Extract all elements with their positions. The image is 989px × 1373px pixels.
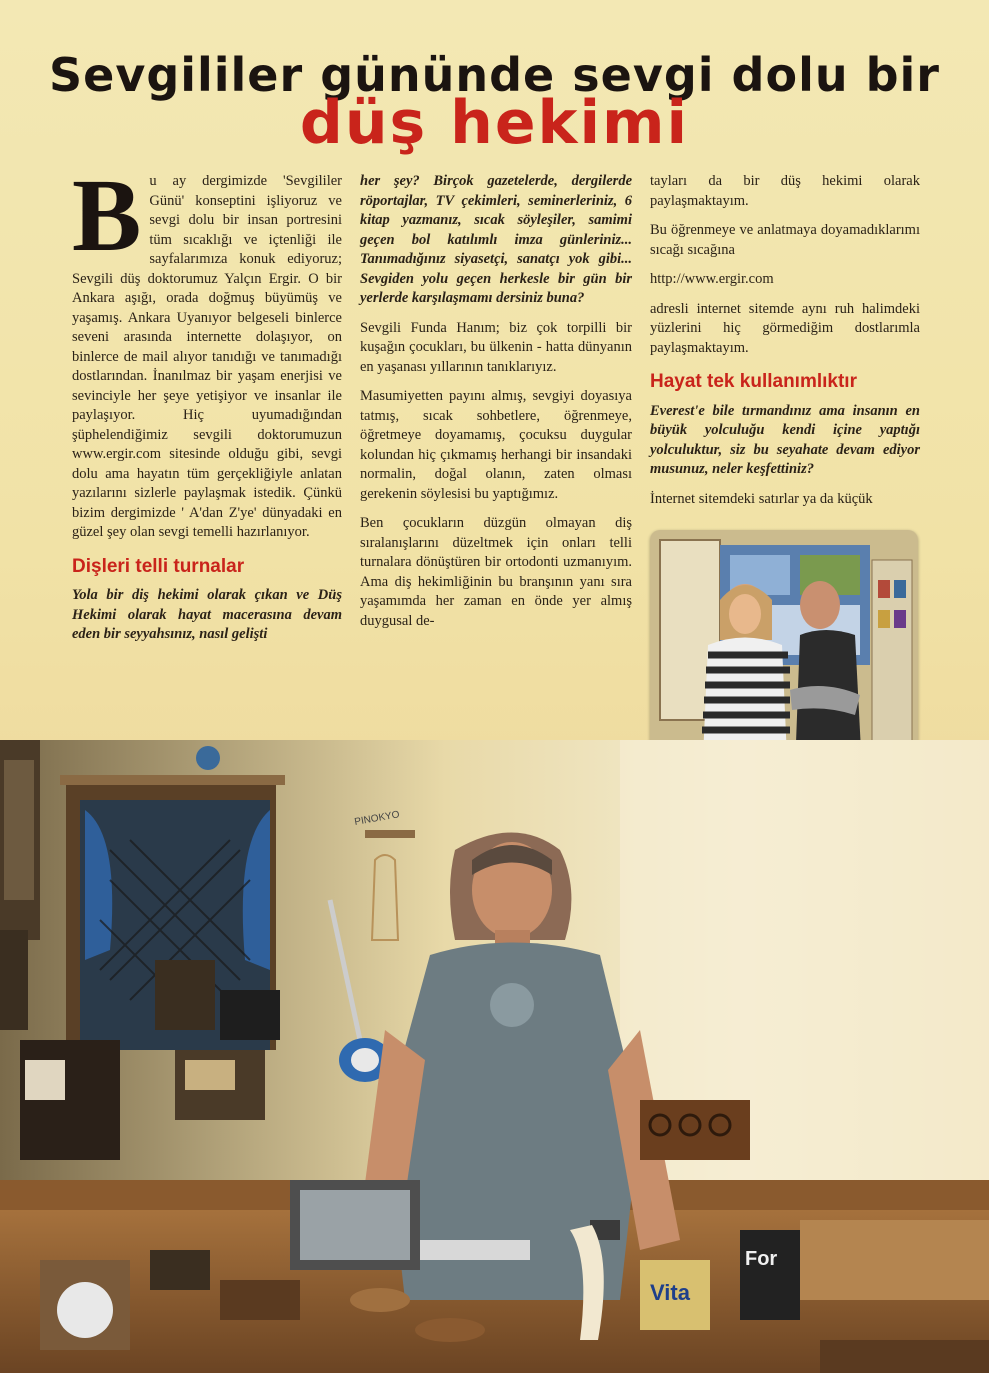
interview-question-2: Everest'e bile tırmandınız ama insanın en büyük yolculuğu kendi içine yaptığı yolculuktur, siz bu seyahate devam ediyor musunuz, neler keşfettiniz? — [650, 402, 920, 477]
answer-paragraph-4: tayları da bir düş hekimi olarak paylaşmaktayım. — [650, 173, 920, 209]
answer-paragraph-7: İnternet sitemdeki satırlar ya da küçük — [650, 490, 873, 507]
subhead-disleri-telli-turnalar: Dişleri telli turnalar — [72, 555, 245, 577]
vita-can-label: Vita — [650, 1280, 690, 1305]
answer-paragraph-5: Bu öğrenmeye ve anlatmaya doyamadıklarımı sıcağı sıcağına — [650, 222, 920, 258]
website-url: http://www.ergir.com — [650, 271, 774, 287]
doctor-office-photo — [0, 740, 989, 1373]
article-column-2 — [360, 172, 632, 641]
interview-question-1: Yola bir diş hekimi olarak çıkan ve Düş Hekimi olarak hayat macerasına devam eden bir seyyahsınız, nasıl gelişti — [72, 587, 342, 642]
answer-paragraph-3: Ben çocukların düzgün olmayan diş sıralanışlarını düzeltmek için onları telli turnalara dönüştüren bir ortodonti uzmanıyım. Ama diş hekimliğinin bu branşının yanı sıra yaşamımda her zaman en önde yer almış duygusal de- — [360, 515, 632, 629]
answer-paragraph-2: Masumiyetten payını almış, sevgiyi doyasıya tatmış, sıcak sohbetlere, öğrenmeye, öğretmeye doyamamış, çocuksu duygular kolundan hiç çıkmamış herhangi bir insandaki normalin, doğal olanın, zaten olması gerekenin söylesisi bu yaptığımız. — [360, 388, 632, 502]
article-column-3 — [650, 172, 920, 519]
pinokyo-sign: PINOKYO — [353, 809, 401, 828]
headline-line1: Sevgililer gününde sevgi dolu bir — [49, 48, 940, 102]
interview-question-1-continued: her şey? Birçok gazetelerde, dergilerde röportajlar, TV çekimleri, seminerleriniz, 6 kitap yazmanız, sıcak söyleşiler, samimi geçen bol katılımlı imza günleriniz... Tanımadığınız siyasetçi, sanatçı yok gibi... Sevgiden yolu geçen herkesle bir gün bir yerlerde karşılaşmamı dersiniz buna? — [360, 173, 632, 306]
answer-paragraph-1: Sevgili Funda Hanım; biz çok torpilli bir kuşağın çocukları, bu ülkenin - hatta dünyanın en yaşanası yıllarının tanıklarıyız. — [360, 319, 632, 375]
drop-cap: B — [72, 158, 142, 273]
headline-line2: düş hekimi — [299, 88, 690, 158]
intro-paragraph: u ay dergimizde 'Sevgililer Günü' konseptini işliyoruz ve sevgi dolu bir insan portresini tüm sıcaklığı ve içtenliği ile sayfalarımıza konuk ediyoruz; Sevgili düş doktorumuz Yalçın Ergir. O bir Ankara aşığı, orada doğmuş büyümüş ve yaşamış. Ankara Uyanıyor belgeseli binlerce seveni arasında internette dolaşıyor, on binlerce de mail alıyor tanıdığı ve tanımadığı dostlarından. İnanılmaz bir yaşam enerjisi ve sevinciyle her şeye yetişiyor ve insanlar ile paylaşıyor. Hiç uyumadığından şüphelendiğimiz sevgili doktorumuzun www.ergir.com sitesinde olduğu gibi, sevgi dolu ama hayatın tüm gerçekliğiyle anlatan yazılarını sizlerle paylaşmak istedik. Çünkü bizim dergimizde ' A'dan Z'ye' dünyadaki en güzel şey olan sevgi temelli hazırlanıyor. — [72, 173, 342, 540]
answer-paragraph-6: adresli internet sitemde aynı ruh halimdeki yüzlerini hiç görmediğim dostlarımla paylaşmaktayım. — [650, 300, 920, 356]
for-can-label: For — [745, 1248, 778, 1270]
article-column-1 — [72, 158, 342, 655]
subhead-hayat-tek-kullanimliktir: Hayat tek kullanımlıktır — [650, 371, 857, 392]
doctor-office-illustration — [0, 740, 989, 1373]
